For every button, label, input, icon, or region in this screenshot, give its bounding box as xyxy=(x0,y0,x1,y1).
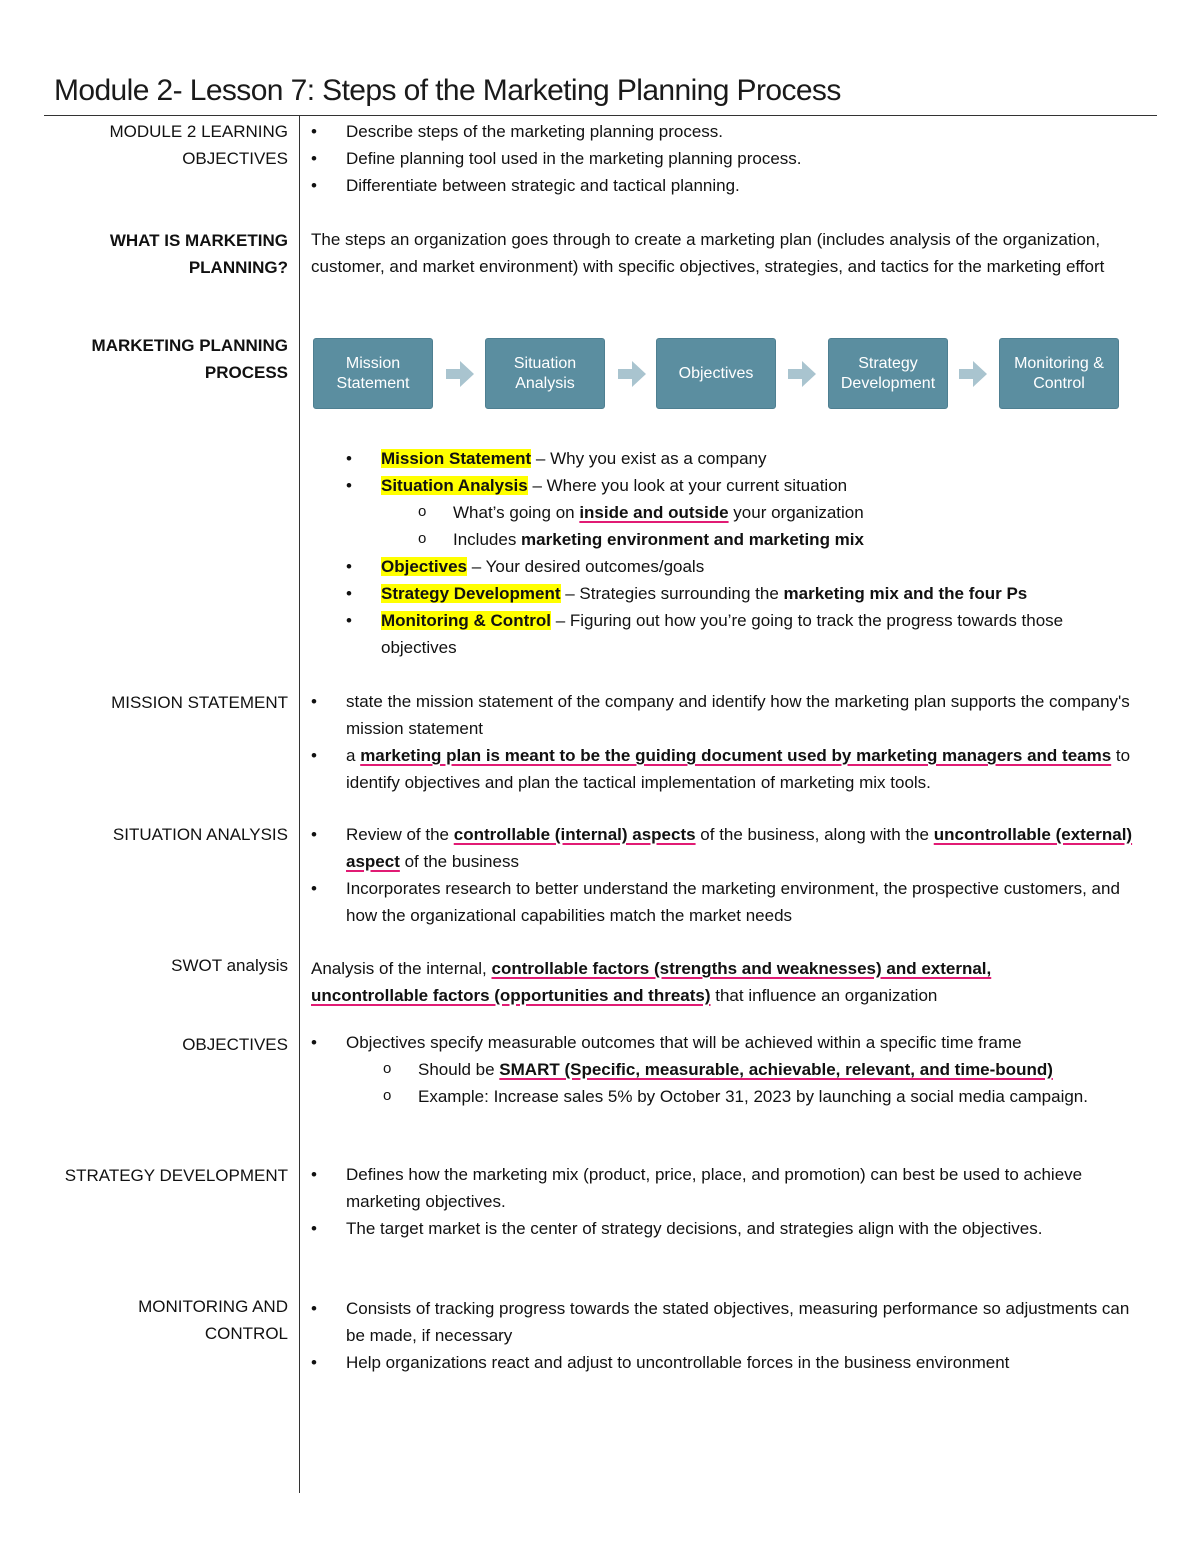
list-item: • Incorporates research to better understand the marketing environment, the prospective customers, and how the organizational capabilities match the market needs xyxy=(311,875,1149,929)
sub-list xyxy=(418,499,1136,553)
sub-item xyxy=(418,526,1136,553)
process-flow-diagram xyxy=(313,338,1123,410)
underlined-text: controllable (internal) aspects xyxy=(453,825,696,844)
objectives-list xyxy=(311,1029,1149,1110)
text: that influence an organization xyxy=(710,986,938,1005)
term-desc: – Figuring out how you’re going to track the progress towards those objectives xyxy=(381,611,1064,657)
section-label-situation: SITUATION ANALYSIS xyxy=(112,825,288,844)
term-highlight: Mission Statement xyxy=(381,449,532,468)
step-text: Mission xyxy=(345,354,401,372)
process-step-strategy xyxy=(828,338,948,409)
column-divider xyxy=(299,116,300,1493)
arrow-right-icon xyxy=(446,361,474,387)
step-text: Analysis xyxy=(515,374,575,392)
step-text: Objectives xyxy=(678,364,754,382)
arrow-right-icon xyxy=(618,361,646,387)
list-item xyxy=(346,553,1136,580)
label-line: PLANNING? xyxy=(188,258,288,277)
text: Analysis of the internal, xyxy=(311,959,492,978)
situation-list xyxy=(311,821,1149,929)
list-item xyxy=(311,742,1149,796)
label-line: PROCESS xyxy=(204,363,288,382)
step-text: Situation xyxy=(513,354,577,372)
term-desc: – Strategies surrounding the xyxy=(560,584,784,603)
swot-definition xyxy=(311,955,1111,1009)
list-item: • Consists of tracking progress towards the stated objectives, measuring performance so adjustments can be made, if necessary xyxy=(311,1295,1149,1349)
text: of the business, along with the xyxy=(695,825,934,844)
underlined-text: marketing plan is meant to be the guiding document used by marketing managers and teams xyxy=(360,746,1112,765)
list-item xyxy=(311,1029,1149,1110)
text: Includes xyxy=(453,530,522,549)
list-item: • Defines how the marketing mix (product, price, place, and promotion) can best be used to achieve marketing objectives. xyxy=(311,1161,1149,1215)
underlined-text: SMART (Specific, measurable, achievable, relevant, and time-bound) xyxy=(499,1060,1053,1079)
process-step-situation xyxy=(485,338,605,409)
process-step-objectives xyxy=(656,338,776,409)
step-text: Strategy xyxy=(858,354,918,372)
section-label-mission: MISSION STATEMENT xyxy=(111,693,288,712)
underlined-text: uncontrollable (external) aspect xyxy=(346,825,1133,871)
label-line: MODULE 2 LEARNING xyxy=(109,122,288,141)
section-label-swot: SWOT analysis xyxy=(171,956,288,975)
list-item xyxy=(346,580,1136,607)
sub-list xyxy=(383,1056,1149,1110)
list-item xyxy=(346,445,1136,472)
learning-objectives-list xyxy=(311,118,1149,199)
section-label-process xyxy=(92,332,288,386)
text: to identify objectives and plan the tactical implementation of marketing mix tools. xyxy=(346,746,1131,792)
text: your organization xyxy=(728,503,864,522)
strategy-list xyxy=(311,1161,1149,1242)
sub-item xyxy=(418,499,1136,526)
step-text: Control xyxy=(1033,374,1085,392)
list-item: • Help organizations react and adjust to uncontrollable forces in the business environment xyxy=(311,1349,1149,1376)
process-step-monitoring xyxy=(999,338,1119,409)
term-highlight: Objectives xyxy=(381,557,467,576)
arrow-right-icon xyxy=(788,361,816,387)
list-item xyxy=(346,472,1136,553)
what-definition: The steps an organization goes through to create a marketing plan (includes analysis of the organization, customer, and market environment) with specific objectives, strategies, and tactics for the marketing effort xyxy=(311,230,1105,276)
section-label-objectives xyxy=(109,118,288,172)
text: What’s going on xyxy=(453,503,580,522)
list-item xyxy=(346,607,1136,661)
label-line: OBJECTIVES xyxy=(182,149,288,168)
list-item: • Describe steps of the marketing planning process. xyxy=(311,118,1149,145)
label-line: CONTROL xyxy=(204,1324,288,1343)
section-label-objectives2: OBJECTIVES xyxy=(182,1035,288,1054)
section-label-monitoring xyxy=(138,1293,288,1347)
process-steps-list xyxy=(346,445,1136,661)
sub-item xyxy=(383,1056,1149,1083)
term-highlight: Strategy Development xyxy=(381,584,561,603)
text: a xyxy=(346,746,361,765)
section-label-what xyxy=(110,227,288,281)
label-line: WHAT IS MARKETING xyxy=(109,231,288,250)
list-item: • Define planning tool used in the marketing planning process. xyxy=(311,145,1149,172)
label-line: MONITORING AND xyxy=(138,1297,288,1316)
section-label-strategy: STRATEGY DEVELOPMENT xyxy=(64,1166,288,1185)
term-highlight: Monitoring & Control xyxy=(381,611,551,630)
process-step-mission xyxy=(313,338,433,409)
mission-list xyxy=(311,688,1149,796)
text: of the business xyxy=(399,852,519,871)
list-item: • The target market is the center of strategy decisions, and strategies align with the objectives. xyxy=(311,1215,1149,1242)
arrow-right-icon xyxy=(959,361,987,387)
list-item: • Differentiate between strategic and tactical planning. xyxy=(311,172,1149,199)
bold-text: marketing mix and the four Ps xyxy=(783,584,1028,603)
monitoring-list xyxy=(311,1295,1149,1376)
page-title: Module 2- Lesson 7: Steps of the Marketing Planning Process xyxy=(54,74,841,107)
title-divider xyxy=(44,115,1157,116)
text: Should be xyxy=(418,1060,500,1079)
term-desc: – Why you exist as a company xyxy=(531,449,767,468)
underlined-text: controllable factors (strengths and weaknesses) and external, uncontrollable factors (opportunities and threats) xyxy=(311,959,992,1005)
text: Review of the xyxy=(346,825,454,844)
text: Objectives specify measurable outcomes that will be achieved within a specific time frame xyxy=(346,1033,1022,1052)
list-item: • state the mission statement of the company and identify how the marketing plan supports the company's mission statement xyxy=(311,688,1149,742)
label-line: MARKETING PLANNING xyxy=(91,336,288,355)
sub-item: o Example: Increase sales 5% by October 31, 2023 by launching a social media campaign. xyxy=(383,1083,1149,1110)
term-desc: – Where you look at your current situation xyxy=(527,476,848,495)
step-text: Statement xyxy=(336,374,410,392)
list-item xyxy=(311,821,1149,875)
step-text: Monitoring & xyxy=(1014,354,1104,372)
underlined-text: inside and outside xyxy=(579,503,729,522)
step-text: Development xyxy=(840,374,936,392)
bold-text: marketing environment and marketing mix xyxy=(521,530,864,549)
term-desc: – Your desired outcomes/goals xyxy=(467,557,705,576)
term-highlight: Situation Analysis xyxy=(381,476,528,495)
